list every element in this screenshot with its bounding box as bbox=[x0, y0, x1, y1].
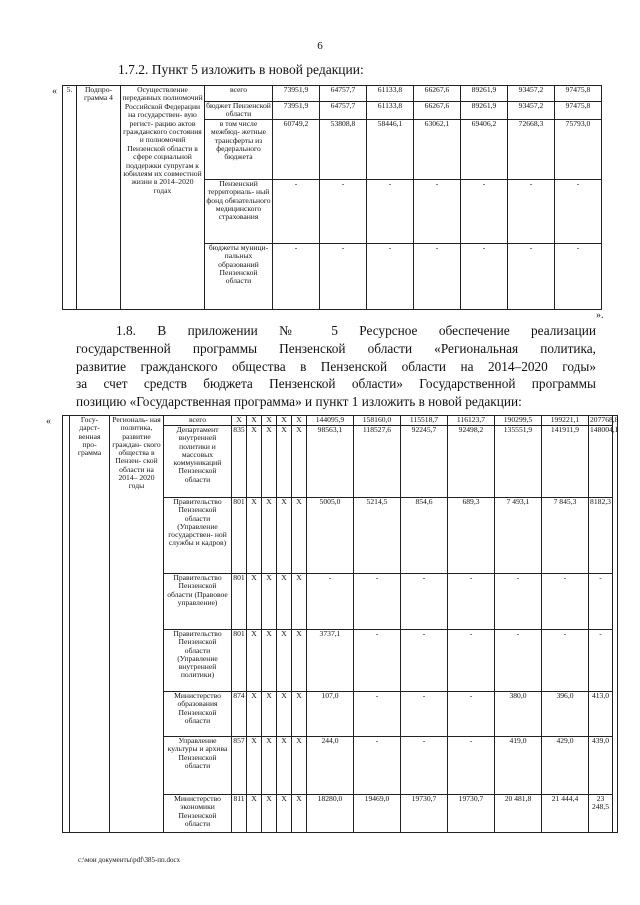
cell-value: 53808,8 bbox=[320, 119, 367, 179]
footer-file-path: c:\мои документы\pdf\385-пп.docx bbox=[78, 856, 181, 864]
cell-code: X bbox=[232, 416, 247, 426]
cell-value: 64757,7 bbox=[320, 102, 367, 120]
cell-value: 3737,1 bbox=[307, 630, 354, 692]
cell-value: - bbox=[414, 179, 461, 243]
cell-value: 244,0 bbox=[307, 737, 354, 795]
cell-value: 429,0 bbox=[542, 737, 589, 795]
cell-value: - bbox=[542, 630, 589, 692]
cell-x: X bbox=[247, 574, 262, 630]
cell-value: 69406,2 bbox=[461, 119, 508, 179]
cell-executor: Правительство Пензенской области (Управление внутренней политики) bbox=[164, 630, 232, 692]
cell-value: - bbox=[367, 243, 414, 309]
cell-value: 5214,5 bbox=[354, 498, 401, 574]
cell-value: - bbox=[508, 179, 555, 243]
para-line: 1.8. В приложении № 5 Ресурсное обеспечение реализации bbox=[116, 323, 596, 338]
cell-x: X bbox=[277, 574, 292, 630]
cell-x: X bbox=[292, 692, 307, 737]
cell-x: X bbox=[262, 737, 277, 795]
cell-value: 73951,9 bbox=[273, 86, 320, 102]
cell-executor: Правительство Пензенской области (Правовое управление) bbox=[164, 574, 232, 630]
cell-value: - bbox=[320, 179, 367, 243]
cell-value: - bbox=[401, 692, 448, 737]
cell-value: - bbox=[273, 179, 320, 243]
cell-value: - bbox=[367, 179, 414, 243]
cell-value: - bbox=[461, 243, 508, 309]
cell-value: - bbox=[354, 574, 401, 630]
cell-value: 7 493,1 bbox=[495, 498, 542, 574]
cell-x: X bbox=[277, 630, 292, 692]
cell-x: X bbox=[292, 737, 307, 795]
cell-x: X bbox=[277, 426, 292, 498]
cell-value: 72668,3 bbox=[508, 119, 555, 179]
cell-value: - bbox=[495, 630, 542, 692]
cell-value: - bbox=[555, 179, 602, 243]
cell-code: 874 bbox=[232, 692, 247, 737]
cell-executor: всего bbox=[164, 416, 232, 426]
cell-value: 396,0 bbox=[542, 692, 589, 737]
cell-value: - bbox=[495, 574, 542, 630]
quote-open-2: « bbox=[46, 416, 51, 427]
table-state-program bbox=[62, 415, 618, 833]
cell-value: 20 481,8 bbox=[495, 795, 542, 833]
cell-value: 107,0 bbox=[307, 692, 354, 737]
page-number: 6 bbox=[317, 40, 323, 52]
cell-trailing-blank bbox=[613, 416, 618, 833]
para-line: за счет средств бюджета Пензенской области» Государственной программы bbox=[76, 376, 596, 392]
cell-x: X bbox=[277, 795, 292, 833]
cell-value: 413,0 bbox=[589, 692, 613, 737]
cell-x: X bbox=[292, 426, 307, 498]
cell-code: 801 bbox=[232, 630, 247, 692]
cell-value: - bbox=[307, 574, 354, 630]
cell-value: - bbox=[320, 243, 367, 309]
heading-1-7-2: 1.7.2. Пункт 5 изложить в новой редакции: bbox=[118, 62, 364, 77]
cell-funding-source: Пензенский территориаль- ный фонд обязательного медицинского страхования bbox=[205, 179, 273, 243]
cell-value: 689,3 bbox=[448, 498, 495, 574]
cell-x: X bbox=[247, 630, 262, 692]
cell-code: 857 bbox=[232, 737, 247, 795]
cell-value: 64757,7 bbox=[320, 86, 367, 102]
cell-x: X bbox=[262, 574, 277, 630]
table-subprogram-4 bbox=[62, 85, 602, 310]
cell-value: 118527,6 bbox=[354, 426, 401, 498]
cell-value: - bbox=[448, 630, 495, 692]
paragraph-1-8 bbox=[76, 322, 596, 411]
cell-subprogram-name: Подпро- грамма 4 bbox=[77, 86, 121, 310]
cell-value: 89261,9 bbox=[461, 86, 508, 102]
cell-funding-source: в том числе межбюд- жетные трансферты из федерального бюджета bbox=[205, 119, 273, 179]
cell-value: - bbox=[542, 574, 589, 630]
cell-value: 148004,1 bbox=[589, 426, 613, 498]
cell-x: X bbox=[277, 498, 292, 574]
cell-value: 92498,2 bbox=[448, 426, 495, 498]
cell-value: - bbox=[401, 574, 448, 630]
cell-value: 18280,0 bbox=[307, 795, 354, 833]
cell-value: 98563,1 bbox=[307, 426, 354, 498]
quote-close-1: ». bbox=[596, 310, 604, 321]
cell-executor: Департамент внутренней политики и массовых коммуникаций Пензенской области bbox=[164, 426, 232, 498]
cell-value: 93457,2 bbox=[508, 86, 555, 102]
cell-value: 92245,7 bbox=[401, 426, 448, 498]
cell-x: X bbox=[247, 416, 262, 426]
cell-value: - bbox=[354, 630, 401, 692]
cell-code: 811 bbox=[232, 795, 247, 833]
cell-value: 66267,6 bbox=[414, 102, 461, 120]
cell-value: 207768,8 bbox=[590, 415, 619, 424]
cell-value: 115518,7 bbox=[401, 416, 448, 426]
cell-x: X bbox=[277, 416, 292, 426]
cell-x: X bbox=[247, 426, 262, 498]
cell-value: 58446,1 bbox=[367, 119, 414, 179]
cell-value: 135551,9 bbox=[495, 426, 542, 498]
cell-value: 19469,0 bbox=[354, 795, 401, 833]
cell-value: 23 248,5 bbox=[589, 795, 613, 833]
cell-value: 8182,3 bbox=[589, 498, 613, 574]
cell-value: - bbox=[555, 243, 602, 309]
cell-value: 61133,8 bbox=[367, 86, 414, 102]
cell-x: X bbox=[292, 574, 307, 630]
cell-value: - bbox=[461, 179, 508, 243]
cell-value: - bbox=[448, 737, 495, 795]
cell-value: - bbox=[354, 737, 401, 795]
cell-value: 97475,8 bbox=[555, 86, 602, 102]
cell-executor: Правительство Пензенской области (Управление государствен- ной службы и кадров) bbox=[164, 498, 232, 574]
cell-value: - bbox=[448, 574, 495, 630]
cell-value: - bbox=[401, 630, 448, 692]
cell-value: - bbox=[448, 692, 495, 737]
cell-value: 21 444,4 bbox=[542, 795, 589, 833]
cell-value: 19730,7 bbox=[401, 795, 448, 833]
cell-value: 60749,2 bbox=[273, 119, 320, 179]
cell-value: 19730,7 bbox=[448, 795, 495, 833]
table-row bbox=[63, 416, 618, 426]
cell-value: 73951,9 bbox=[273, 102, 320, 120]
cell-value: - bbox=[273, 243, 320, 309]
cell-x: X bbox=[262, 426, 277, 498]
cell-x: X bbox=[247, 795, 262, 833]
cell-funding-source: бюджет Пензенской области bbox=[206, 101, 271, 119]
cell-program-status: Госу- дарст- венная про- грамма bbox=[70, 416, 110, 833]
cell-x: X bbox=[292, 498, 307, 574]
cell-value: 63062,1 bbox=[414, 119, 461, 179]
para-line: государственной программы Пензенской области «Региональная политика, bbox=[76, 340, 596, 356]
cell-value: 141911,9 bbox=[542, 426, 589, 498]
cell-executor: Управление культуры и архива Пензенской области bbox=[164, 737, 232, 795]
cell-number: 5. bbox=[63, 86, 77, 310]
cell-value: - bbox=[508, 243, 555, 309]
cell-x: X bbox=[247, 737, 262, 795]
cell-value: 93457,2 bbox=[508, 102, 555, 120]
quote-open-1: « bbox=[52, 86, 57, 97]
cell-value: - bbox=[354, 692, 401, 737]
cell-x: X bbox=[277, 737, 292, 795]
cell-x: X bbox=[262, 795, 277, 833]
cell-code: 801 bbox=[232, 498, 247, 574]
cell-x: X bbox=[262, 630, 277, 692]
cell-x: X bbox=[262, 416, 277, 426]
para-line: развитие гражданского общества в Пензенской области на 2014–2020 годы» bbox=[76, 358, 596, 374]
cell-value: 190299,5 bbox=[495, 416, 542, 426]
cell-value: 419,0 bbox=[495, 737, 542, 795]
cell-value: 439,0 bbox=[589, 737, 613, 795]
cell-value: 7 845,3 bbox=[542, 498, 589, 574]
cell-x: X bbox=[247, 692, 262, 737]
cell-program-name: Региональ- ная политика, развитие граждан- ского общества в Пензен- ской области на 2014– 2020 годы bbox=[110, 416, 164, 833]
cell-x: X bbox=[292, 630, 307, 692]
cell-value: 144095,9 bbox=[307, 416, 354, 426]
cell-blank bbox=[63, 416, 70, 833]
cell-code: 835 bbox=[232, 426, 247, 498]
cell-value: 854,6 bbox=[401, 498, 448, 574]
cell-value: 116123,7 bbox=[448, 416, 495, 426]
table-row bbox=[63, 86, 602, 102]
cell-value: 75793,0 bbox=[555, 119, 602, 179]
cell-value: - bbox=[401, 737, 448, 795]
cell-value: 66267,6 bbox=[414, 86, 461, 102]
cell-description: Осуществление переданных полномочий Российской Федерации на государствен- вую регист- рацию актов гражданского состояния и полномочий Пензенской области в сфере социальной поддержки супругам к юбилеям их совместной жизни в 2014–2020 годах bbox=[121, 86, 205, 310]
cell-value: - bbox=[589, 574, 613, 630]
cell-value: - bbox=[414, 243, 461, 309]
cell-value: 89261,9 bbox=[461, 102, 508, 120]
cell-value: 5005,0 bbox=[307, 498, 354, 574]
para-line: позицию «Государственная программа» и пункт 1 изложить в новой редакции: bbox=[76, 394, 522, 410]
cell-value: 97475,8 bbox=[555, 102, 602, 120]
cell-executor: Министерство образования Пензенской области bbox=[164, 692, 232, 737]
cell-value: 61133,8 bbox=[367, 102, 414, 120]
cell-code: 801 bbox=[232, 574, 247, 630]
cell-funding-source: бюджеты муници- пальных образований Пензенской области bbox=[205, 243, 273, 309]
cell-x: X bbox=[247, 498, 262, 574]
cell-funding-source: всего bbox=[205, 86, 273, 102]
cell-value: 199221,1 bbox=[542, 416, 589, 426]
cell-executor: Министерство экономики Пензенской области bbox=[164, 795, 232, 833]
cell-x: X bbox=[262, 692, 277, 737]
cell-value: 380,0 bbox=[495, 692, 542, 737]
cell-x: X bbox=[292, 416, 307, 426]
cell-value: 158160,0 bbox=[354, 416, 401, 426]
cell-x: X bbox=[277, 692, 292, 737]
cell-x: X bbox=[262, 498, 277, 574]
cell-value: - bbox=[589, 630, 613, 692]
cell-x: X bbox=[292, 795, 307, 833]
